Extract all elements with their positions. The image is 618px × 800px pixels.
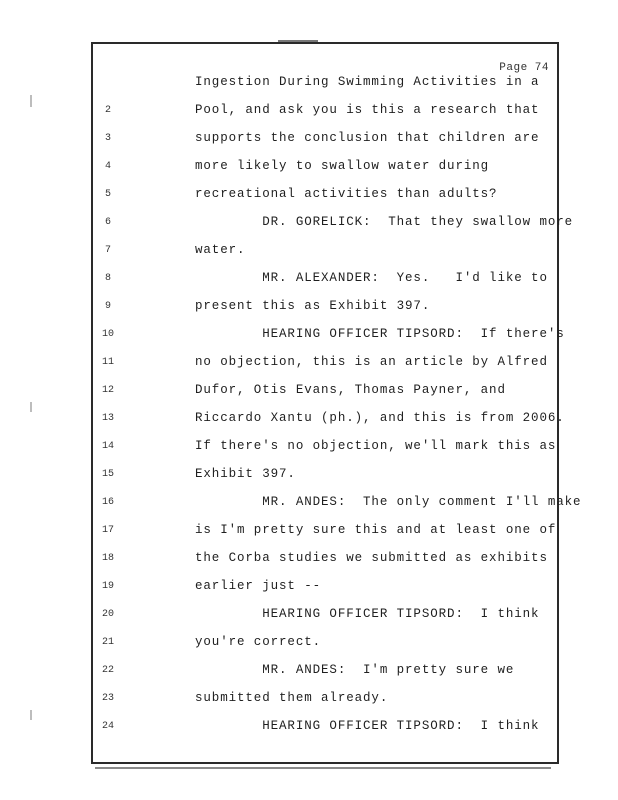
margin-mark <box>30 95 32 107</box>
transcript-line <box>93 270 559 290</box>
line-number: 8 <box>104 273 111 284</box>
line-number: 19 <box>101 581 114 592</box>
line-text: supports the conclusion that children are <box>195 131 540 145</box>
line-text: MR. ALEXANDER: Yes. I'd like to <box>195 271 548 285</box>
line-text: more likely to swallow water during <box>195 159 490 173</box>
line-text: the Corba studies we submitted as exhibits <box>195 551 548 565</box>
transcript-line <box>93 466 559 486</box>
line-number: 2 <box>104 105 111 116</box>
transcript-line <box>93 242 559 262</box>
line-number: 20 <box>101 609 114 620</box>
line-text: MR. ANDES: I'm pretty sure we <box>195 663 515 677</box>
transcript-line <box>93 158 559 178</box>
line-text: HEARING OFFICER TIPSORD: I think <box>195 607 540 621</box>
line-number: 12 <box>101 385 114 396</box>
line-text: you're correct. <box>195 635 322 649</box>
transcript-line <box>93 634 559 654</box>
line-text: water. <box>195 243 246 257</box>
transcript-line <box>93 74 559 94</box>
line-number: 21 <box>101 637 114 648</box>
transcript-line <box>93 326 565 346</box>
line-number: 13 <box>101 413 114 424</box>
transcript-line <box>93 382 559 402</box>
line-number: 5 <box>104 189 111 200</box>
transcript-line <box>93 718 559 738</box>
bottom-rule <box>95 767 551 769</box>
line-number: 17 <box>101 525 114 536</box>
line-text: Exhibit 397. <box>195 467 296 481</box>
line-number: 4 <box>104 161 111 172</box>
line-text: no objection, this is an article by Alfred <box>195 355 548 369</box>
line-text: Ingestion During Swimming Activities in a <box>195 75 540 89</box>
line-text: is I'm pretty sure this and at least one of <box>195 523 557 537</box>
transcript-line <box>93 494 582 514</box>
line-number: 14 <box>101 441 114 452</box>
transcript-line <box>93 354 559 374</box>
transcript-line <box>93 522 559 542</box>
transcript-line <box>93 102 559 122</box>
transcript-line <box>93 214 574 234</box>
line-number: 6 <box>104 217 111 228</box>
line-text: MR. ANDES: The only comment I'll make <box>195 495 582 509</box>
page-number: Page 74 <box>499 62 549 74</box>
line-text: HEARING OFFICER TIPSORD: If there's <box>195 327 565 341</box>
line-number: 16 <box>101 497 114 508</box>
margin-mark <box>30 710 32 720</box>
line-text: present this as Exhibit 397. <box>195 299 431 313</box>
transcript-line <box>93 606 559 626</box>
top-rule <box>278 40 318 42</box>
transcript-line <box>93 662 559 682</box>
line-number: 10 <box>101 329 114 340</box>
line-number: 9 <box>104 301 111 312</box>
line-text: Dufor, Otis Evans, Thomas Payner, and <box>195 383 506 397</box>
transcript-line <box>93 130 559 150</box>
line-text: submitted them already. <box>195 691 389 705</box>
transcript-line <box>93 186 559 206</box>
line-number: 18 <box>101 553 114 564</box>
line-number: 24 <box>101 721 114 732</box>
margin-mark <box>30 402 32 412</box>
line-text: HEARING OFFICER TIPSORD: I think <box>195 719 540 733</box>
transcript-line <box>93 298 559 318</box>
line-text: earlier just -- <box>195 579 322 593</box>
transcript-line <box>93 690 559 710</box>
line-number: 23 <box>101 693 114 704</box>
transcript-line <box>93 550 559 570</box>
line-number: 3 <box>104 133 111 144</box>
line-text: Pool, and ask you is this a research that <box>195 103 540 117</box>
transcript-line <box>93 578 559 598</box>
line-number: 22 <box>101 665 114 676</box>
line-number: 7 <box>104 245 111 256</box>
transcript-page <box>91 42 582 764</box>
line-number: 15 <box>101 469 114 480</box>
transcript-line <box>93 410 565 430</box>
line-text: DR. GORELICK: That they swallow more <box>195 215 574 229</box>
line-text: recreational activities than adults? <box>195 187 498 201</box>
line-number: 11 <box>101 357 114 368</box>
line-text: If there's no objection, we'll mark this as <box>195 439 557 453</box>
transcript-line <box>93 438 559 458</box>
line-text: Riccardo Xantu (ph.), and this is from 2006. <box>195 411 565 425</box>
